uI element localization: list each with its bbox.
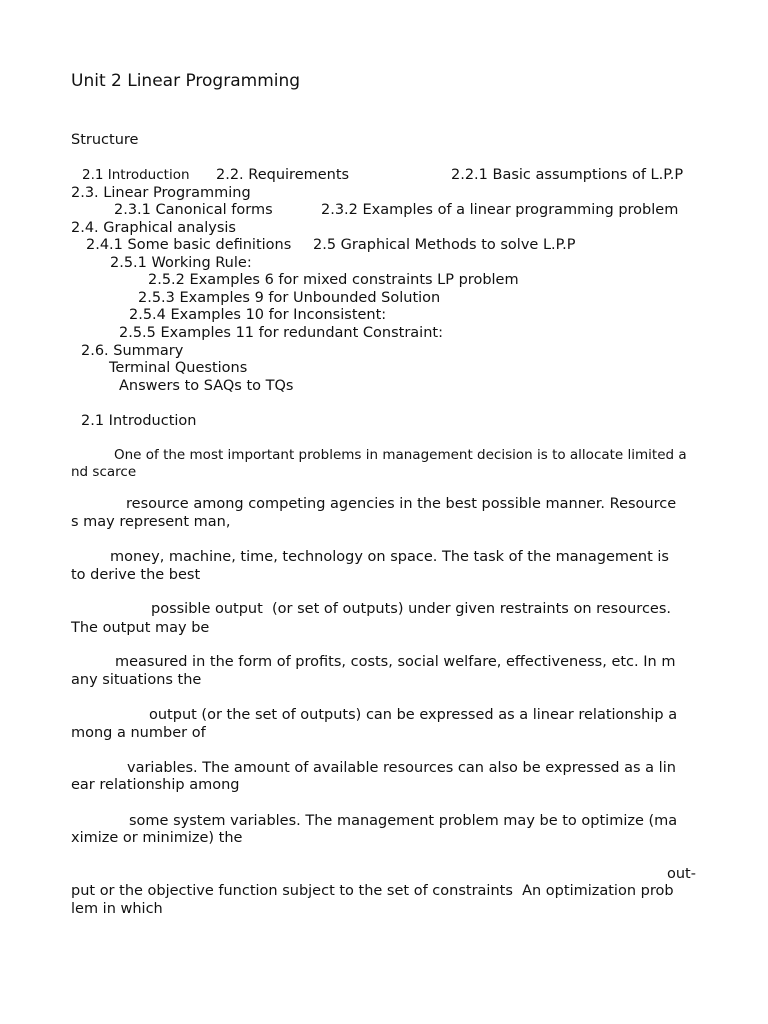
body-line: some system variables. The management problem may be to optimize (ma	[129, 813, 678, 829]
body-line: any situations the	[71, 672, 202, 688]
toc-entry-2-1: 2.1 Introduction	[82, 167, 190, 183]
body-line: s may represent man,	[71, 514, 231, 530]
toc-entry-2-4-1: 2.4.1 Some basic definitions	[86, 237, 292, 253]
document-title: Unit 2 Linear Programming	[71, 71, 301, 91]
toc-entry-2-3: 2.3. Linear Programming	[71, 185, 251, 201]
toc-entry-2-5-4: 2.5.4 Examples 10 for Inconsistent:	[129, 307, 387, 323]
toc-entry-2-5: 2.5 Graphical Methods to solve L.P.P	[313, 237, 576, 253]
toc-entry-2-4: 2.4. Graphical analysis	[71, 220, 236, 236]
toc-entry-2-3-2: 2.3.2 Examples of a linear programming problem	[321, 202, 679, 218]
toc-entry-2-3-1: 2.3.1 Canonical forms	[114, 202, 273, 218]
toc-entry-2-2: 2.2. Requirements	[216, 167, 350, 183]
body-line: to derive the best	[71, 567, 201, 583]
toc-entry-2-2-1: 2.2.1 Basic assumptions of L.P.P	[451, 167, 684, 183]
body-line: measured in the form of profits, costs, social welfare, effectiveness, etc. In m	[115, 654, 676, 670]
section-heading: 2.1 Introduction	[81, 413, 197, 429]
toc-entry-2-5-5: 2.5.5 Examples 11 for redundant Constraint:	[119, 325, 443, 341]
toc-entry-2-5-2: 2.5.2 Examples 6 for mixed constraints LP problem	[148, 272, 519, 288]
body-line: lem in which	[71, 901, 163, 917]
body-line: variables. The amount of available resources can also be expressed as a lin	[127, 760, 676, 776]
body-line: One of the most important problems in management decision is to allocate limited a	[114, 447, 687, 463]
body-line: put or the objective function subject to the set of constraints An optimization prob	[71, 883, 674, 899]
toc-entry-2-5-3: 2.5.3 Examples 9 for Unbounded Solution	[138, 290, 441, 306]
body-line: mong a number of	[71, 725, 206, 741]
body-line: money, machine, time, technology on space. The task of the management is	[110, 549, 669, 565]
body-line: The output may be	[71, 620, 210, 636]
structure-heading: Structure	[71, 132, 139, 148]
body-line: resource among competing agencies in the best possible manner. Resource	[126, 496, 677, 512]
body-line: possible output (or set of outputs) under given restraints on resources.	[151, 601, 671, 617]
body-line: output (or the set of outputs) can be expressed as a linear relationship a	[149, 707, 678, 723]
toc-entry-answers: Answers to SAQs to TQs	[119, 378, 294, 394]
body-line: nd scarce	[71, 464, 137, 480]
toc-entry-terminal-questions: Terminal Questions	[109, 360, 248, 376]
toc-entry-2-6: 2.6. Summary	[81, 343, 184, 359]
body-line: ximize or minimize) the	[71, 830, 243, 846]
toc-entry-2-5-1: 2.5.1 Working Rule:	[110, 255, 252, 271]
body-line: out-	[667, 866, 696, 882]
body-line: ear relationship among	[71, 777, 240, 793]
